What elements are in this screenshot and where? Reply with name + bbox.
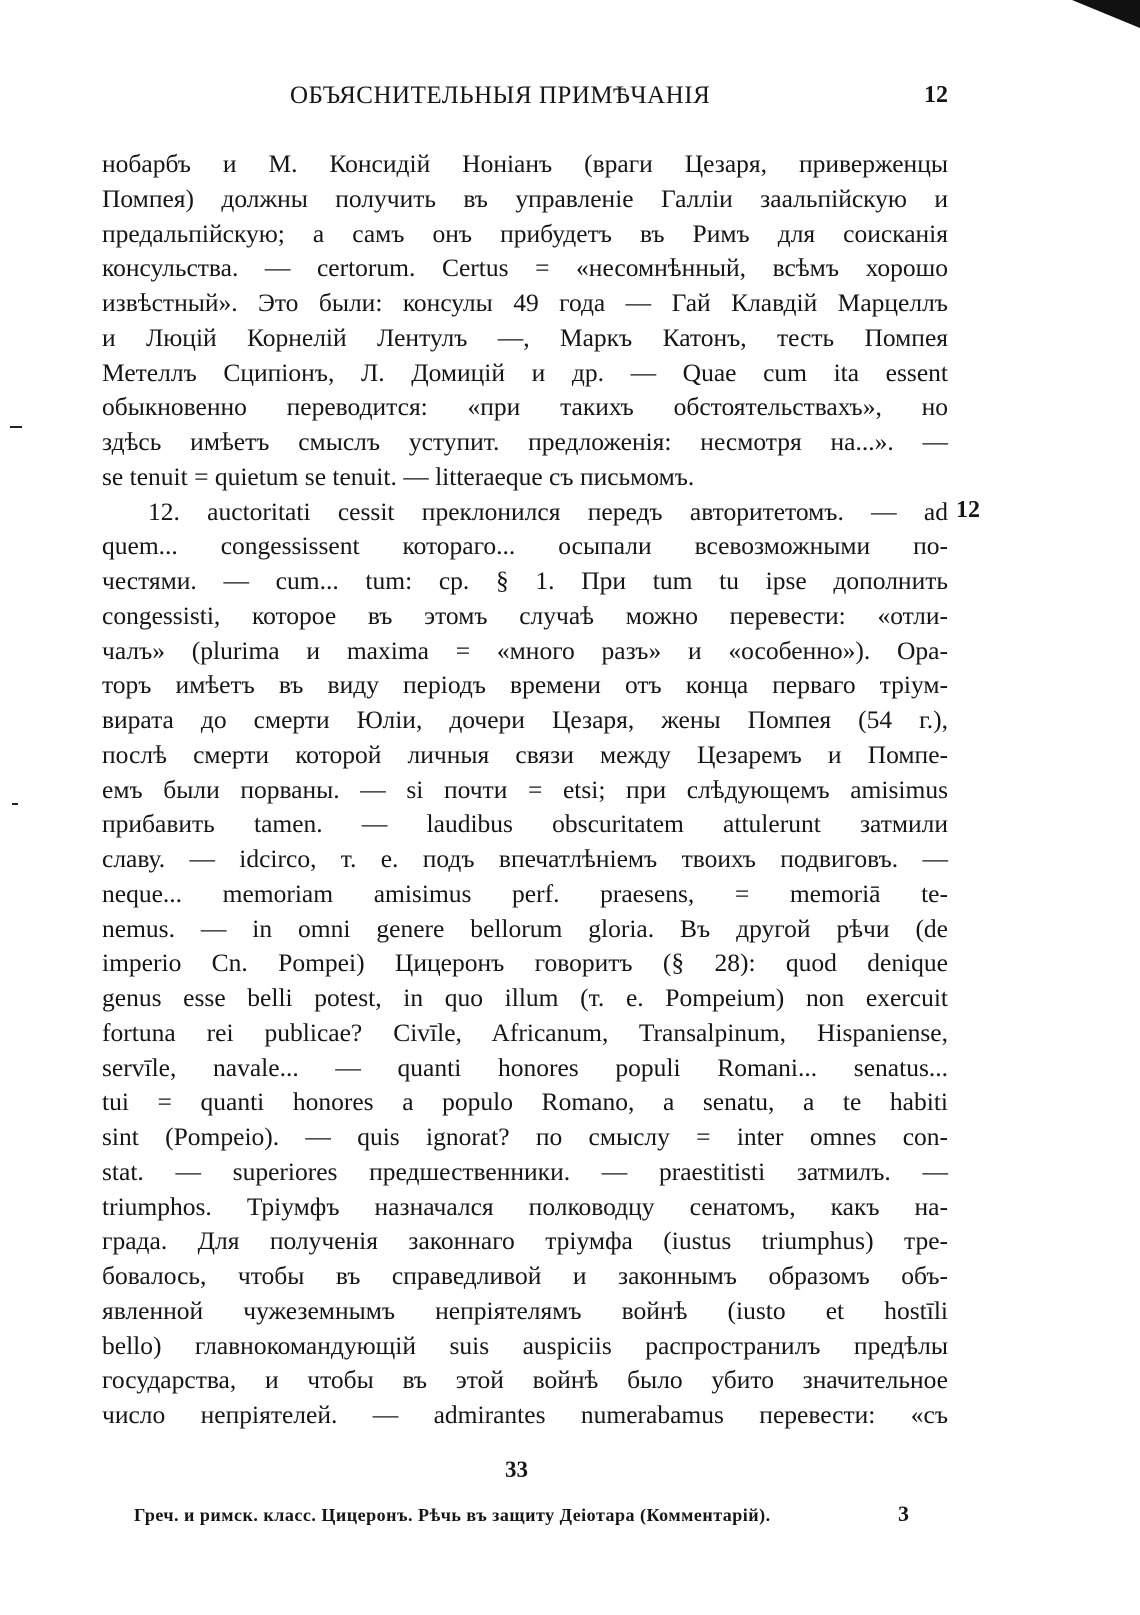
text-line: triumphos. Тріумфъ назначался полководцу сенатомъ, какъ на- [102,1191,948,1221]
text-line: явленной чужеземнымъ непріятелямъ войнѣ (iusto et hostīli [102,1295,948,1325]
signature-footer-line: Греч. и римск. класс. Цицеронъ. Рѣчь въ защиту Деіотара (Комментарій). [134,1505,771,1525]
text-line: емъ были порваны. — si почти = etsi; при слѣдующемъ amisimus [102,774,948,804]
text-line: чалъ» (plurima и maxima = «много разъ» и «особенно»). Ора- [102,635,948,665]
text-line: здѣсь имѣетъ смыслъ уступит. предложенія: несмотря на...». — [102,427,948,456]
text-line: града. Для полученія законнаго тріумфа (iustus triumphus) тре- [102,1226,948,1256]
scan-margin-mark [12,803,18,805]
text-line: servīle, navale... — quanti honores populi Romani... senatus... [102,1052,948,1082]
text-line: прибавить tamen. — laudibus obscuritatem attulerunt затмили [102,809,948,839]
commentary-text [102,147,948,1433]
text-line: предальпійскую; а самъ онъ прибудетъ въ Римъ для соисканія [102,218,948,248]
scan-margin-mark [10,426,22,428]
text-line: bello) главнокомандующій suis auspiciis распространилъ предѣлы [102,1330,948,1360]
text-line: imperio Cn. Pompei) Цицеронъ говоритъ (§ 28): quod denique [102,948,948,978]
running-title: ОБЪЯСНИТЕЛЬНЫЯ ПРИМѢЧАНІЯ [290,82,711,109]
text-line: извѣстный». Это были: консулы 49 года — Гай Клавдій Марцеллъ [102,288,948,317]
text-line: neque... memoriam amisimus perf. praesens, = memoriā te- [102,878,948,908]
folio-number: 33 [505,1457,528,1482]
margin-section-number: 12 [956,497,980,523]
text-line: славу. — idcirco, т. е. подъ впечатлѣніемъ твоихъ подвиговъ. — [102,844,948,873]
text-line: quem... congessissent котораго... осыпали всевозможными по- [102,531,948,561]
text-line: stat. — superiores предшественники. — praestitisti затмилъ. — [102,1156,948,1186]
text-line: обыкновенно переводится: «при такихъ обстоятельствахъ», но [102,392,948,422]
text-line: se tenuit = quietum se tenuit. — litteraeque съ письмомъ. [102,461,695,491]
text-line: Помпея) должны получить въ управленіе Галліи заальпійскую и [102,183,948,213]
text-line: genus esse belli potest, in quo illum (т. е. Pompeium) non exercuit [102,983,948,1012]
text-line: tui = quanti honores a populo Romano, a senatu, a te habiti [102,1087,948,1117]
section-start-line: 12. auctoritati cessit преклонился передъ авторитетомъ. — ad [148,496,948,526]
text-line: консульства. — certorum. Certus = «несомнѣнный, всѣмъ хорошо [102,253,948,283]
text-line: бовалось, чтобы въ справедливой и законнымъ образомъ объ- [102,1261,948,1290]
text-line: Метеллъ Сципіонъ, Л. Домицій и др. — Quae cum ita essent [102,357,948,387]
text-line: честями. — cum... tum: ср. § 1. При tum tu ipse дополнить [102,566,948,595]
text-line: нобарбъ и М. Консидій Ноніанъ (враги Цезаря, приверженцы [102,149,948,178]
text-line: послѣ смерти которой личныя связи между Цезаремъ и Помпе- [102,739,948,769]
text-line: вирата до смерти Юліи, дочери Цезаря, жены Помпея (54 г.), [102,705,948,734]
text-line: sint (Pompeio). — quis ignorat? по смыслу = inter omnes con- [102,1122,948,1151]
text-line: и Люцій Корнелій Лентулъ —, Маркъ Катонъ, тесть Помпея [102,322,948,352]
text-line: congessisti, которое въ этомъ случаѣ можно перевести: «отли- [102,600,948,630]
text-line: число непріятелей. — admirantes numerabamus перевести: «съ [102,1400,948,1429]
text-line: государства, и чтобы въ этой войнѣ было убито значительное [102,1365,948,1395]
scan-corner-mark [1072,0,1140,28]
text-line: торъ имѣетъ въ виду періодъ времени отъ конца перваго тріум- [102,670,948,700]
page-number: 12 [924,82,948,108]
text-line: fortuna rei publicae? Civīle, Africanum, Transalpinum, Hispaniense, [102,1017,948,1047]
text-line: nemus. — in omni genere bellorum gloria. Въ другой рѣчи (de [102,913,948,943]
signature-mark: 3 [898,1501,909,1526]
